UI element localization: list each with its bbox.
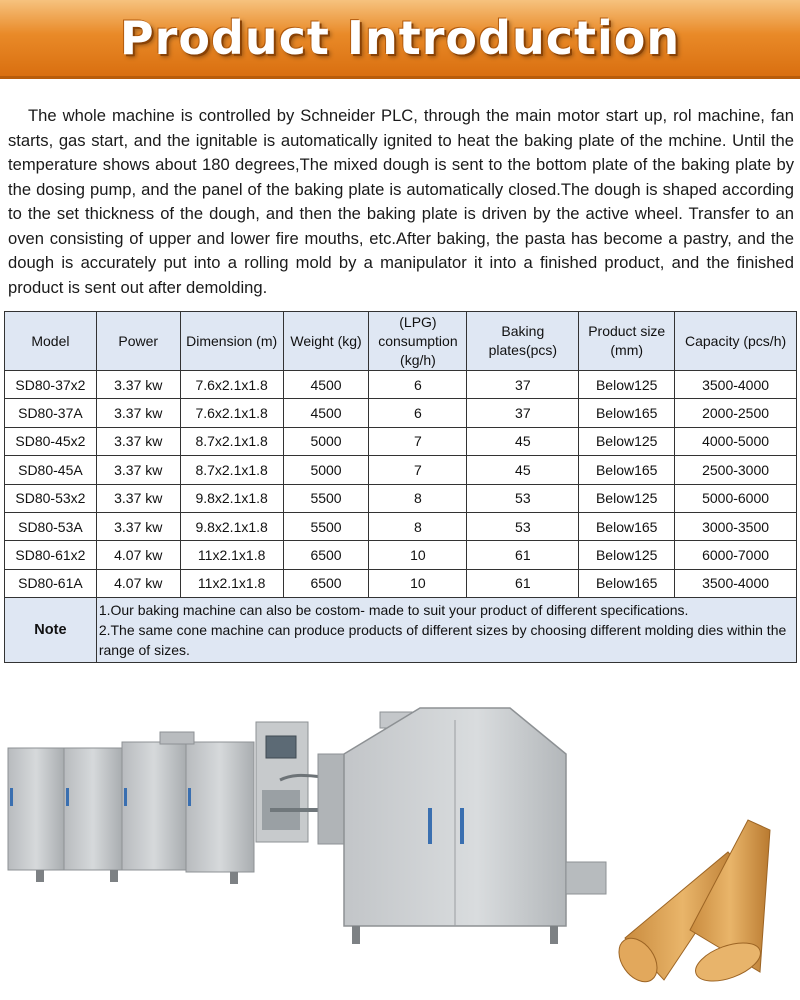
cell-model: SD80-37A xyxy=(5,399,97,427)
cell-plates: 61 xyxy=(467,569,579,597)
cell-dimension: 8.7x2.1x1.8 xyxy=(180,427,283,455)
cell-weight: 5000 xyxy=(283,456,369,484)
cell-weight: 5500 xyxy=(283,484,369,512)
cell-plates: 61 xyxy=(467,541,579,569)
cell-size: Below125 xyxy=(579,484,675,512)
header-plates-line2: plates(pcs) xyxy=(488,342,558,358)
header-baking-plates xyxy=(467,312,579,371)
note-label: Note xyxy=(5,598,97,663)
cell-capacity: 6000-7000 xyxy=(675,541,797,569)
table-row xyxy=(5,484,797,512)
cell-lpg: 10 xyxy=(369,569,467,597)
cell-power: 3.37 kw xyxy=(96,456,180,484)
cell-model: SD80-37x2 xyxy=(5,371,97,399)
header-size-line1: Product size xyxy=(588,323,666,339)
table-header-row xyxy=(5,312,797,371)
cell-dimension: 9.8x2.1x1.8 xyxy=(180,484,283,512)
cell-size: Below165 xyxy=(579,569,675,597)
header-capacity: Capacity (pcs/h) xyxy=(675,312,797,371)
cell-power: 3.37 kw xyxy=(96,371,180,399)
header-model: Model xyxy=(5,312,97,371)
cell-dimension: 7.6x2.1x1.8 xyxy=(180,371,283,399)
cell-power: 3.37 kw xyxy=(96,484,180,512)
cell-size: Below165 xyxy=(579,399,675,427)
cell-model: SD80-61x2 xyxy=(5,541,97,569)
note-line-2: 2.The same cone machine can produce products of different sizes by choosing different molding dies within the range of sizes. xyxy=(98,622,787,659)
cell-size: Below165 xyxy=(579,456,675,484)
intro-paragraph: The whole machine is controlled by Schneider PLC, through the main motor start up, rol machine, fan starts, gas start, and the ignitable is automatically ignited to heat the baking plate of the mchine. Until the temperature shows about 180 degrees,The mixed dough is sent to the bottom plate of the baking plate by the dosing pump, and the panel of the baking plate is automatically closed.The dough is shaped according to the set thickness of the dough, and then the baking plate is driven by the active wheel. Transfer to an oven consisting of upper and lower fire mouths, etc.After baking, the pasta has become a pastry, and the dough is accurately put into a rolling mold by a manipulator it into a finished product, and the finished product is sent out after demolding. xyxy=(8,106,794,297)
table-row xyxy=(5,456,797,484)
cell-lpg: 8 xyxy=(369,484,467,512)
cell-capacity: 2500-3000 xyxy=(675,456,797,484)
cell-plates: 53 xyxy=(467,512,579,540)
header-plates-line1: Baking xyxy=(501,323,545,339)
header-weight: Weight (kg) xyxy=(283,312,369,371)
header-lpg-consumption xyxy=(369,312,467,371)
note-line-1: 1.Our baking machine can also be costom- made to suit your product of different specifications. xyxy=(98,602,689,619)
table-row xyxy=(5,512,797,540)
table-row xyxy=(5,541,797,569)
cell-model: SD80-45A xyxy=(5,456,97,484)
cell-size: Below165 xyxy=(579,512,675,540)
header-dimension: Dimension (m) xyxy=(180,312,283,371)
cell-model: SD80-53A xyxy=(5,512,97,540)
cell-weight: 6500 xyxy=(283,541,369,569)
table-row xyxy=(5,427,797,455)
cell-size: Below125 xyxy=(579,541,675,569)
cell-dimension: 7.6x2.1x1.8 xyxy=(180,399,283,427)
cell-size: Below125 xyxy=(579,427,675,455)
cell-capacity: 2000-2500 xyxy=(675,399,797,427)
cell-capacity: 3500-4000 xyxy=(675,569,797,597)
cell-lpg: 7 xyxy=(369,456,467,484)
cell-model: SD80-61A xyxy=(5,569,97,597)
main-cabinet xyxy=(344,708,606,944)
cell-power: 4.07 kw xyxy=(96,541,180,569)
cell-dimension: 9.8x2.1x1.8 xyxy=(180,512,283,540)
cell-model: SD80-45x2 xyxy=(5,427,97,455)
oven-cabinets xyxy=(8,732,254,884)
cell-lpg: 10 xyxy=(369,541,467,569)
cell-weight: 5500 xyxy=(283,512,369,540)
cell-capacity: 4000-5000 xyxy=(675,427,797,455)
cell-power: 3.37 kw xyxy=(96,512,180,540)
cell-plates: 37 xyxy=(467,371,579,399)
cell-plates: 53 xyxy=(467,484,579,512)
header-size-line2: (mm) xyxy=(610,342,644,358)
cell-weight: 4500 xyxy=(283,371,369,399)
cell-weight: 5000 xyxy=(283,427,369,455)
cell-lpg: 6 xyxy=(369,371,467,399)
machine-photo xyxy=(0,680,800,1000)
cell-power: 3.37 kw xyxy=(96,427,180,455)
header-lpg-line2: consumption xyxy=(378,332,458,349)
cell-dimension: 11x2.1x1.8 xyxy=(180,569,283,597)
cell-plates: 37 xyxy=(467,399,579,427)
cell-power: 4.07 kw xyxy=(96,569,180,597)
note-text xyxy=(96,598,796,663)
cell-power: 3.37 kw xyxy=(96,399,180,427)
cell-weight: 6500 xyxy=(283,569,369,597)
header-product-size xyxy=(579,312,675,371)
cell-lpg: 6 xyxy=(369,399,467,427)
cell-lpg: 7 xyxy=(369,427,467,455)
cell-dimension: 8.7x2.1x1.8 xyxy=(180,456,283,484)
title-banner xyxy=(0,0,800,79)
spec-table-body xyxy=(5,371,797,598)
cell-plates: 45 xyxy=(467,427,579,455)
table-row xyxy=(5,399,797,427)
wafer-cones xyxy=(611,820,770,989)
spec-table xyxy=(4,311,797,663)
cell-capacity: 3000-3500 xyxy=(675,512,797,540)
table-row xyxy=(5,371,797,399)
cell-dimension: 11x2.1x1.8 xyxy=(180,541,283,569)
table-row xyxy=(5,569,797,597)
cell-weight: 4500 xyxy=(283,399,369,427)
page-title: Product Introduction xyxy=(119,11,681,65)
note-row xyxy=(5,598,797,663)
cell-capacity: 3500-4000 xyxy=(675,371,797,399)
cell-lpg: 8 xyxy=(369,512,467,540)
cell-capacity: 5000-6000 xyxy=(675,484,797,512)
header-lpg-line3: (kg/h) xyxy=(400,351,436,368)
cell-model: SD80-53x2 xyxy=(5,484,97,512)
cell-size: Below125 xyxy=(579,371,675,399)
cell-plates: 45 xyxy=(467,456,579,484)
header-power: Power xyxy=(96,312,180,371)
header-lpg-line1: (LPG) xyxy=(399,313,437,330)
